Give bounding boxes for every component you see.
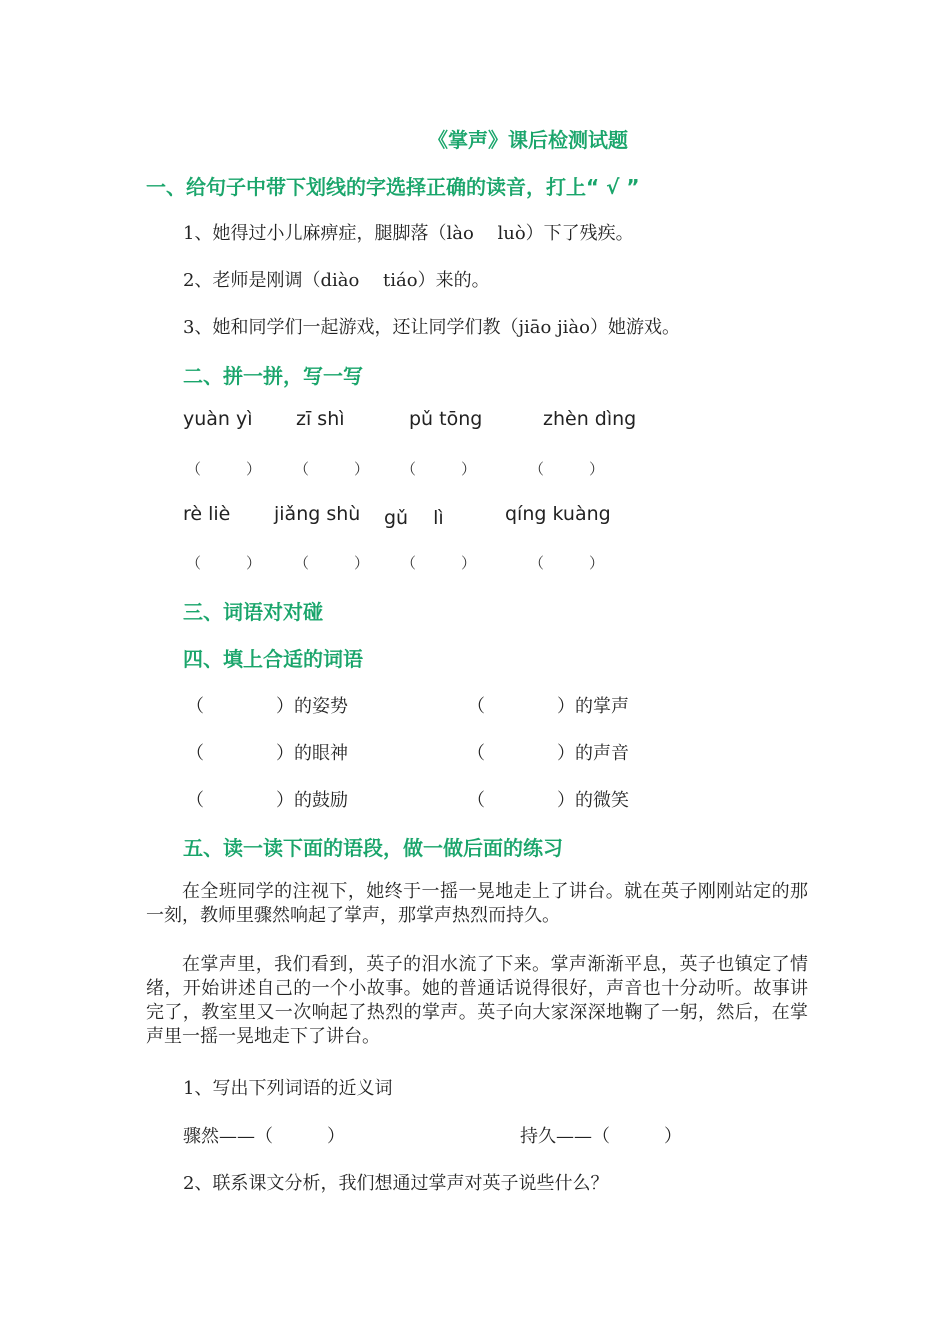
answer-blank: （ ） <box>186 554 262 572</box>
question-1: 1、写出下列词语的近义词 <box>183 1078 393 1099</box>
section3-heading: 三、词语对对碰 <box>183 600 323 624</box>
pinyin-word: yuàn yì <box>183 408 253 430</box>
section1-item: 2、老师是刚调（diào tiáo）来的。 <box>183 270 490 291</box>
question-2: 2、联系课文分析，我们想通过掌声对英子说些什么？ <box>183 1173 609 1194</box>
answer-blank: （ ） <box>186 460 262 478</box>
section5-heading: 五、读一读下面的语段，做一做后面的练习 <box>183 836 563 860</box>
fill-blank-phrase: （ ）的声音 <box>467 743 629 764</box>
section2-heading: 二、拼一拼，写一写 <box>183 364 363 388</box>
section1-item: 1、她得过小儿麻痹症，腿脚落（lào luò）下了残疾。 <box>183 223 634 244</box>
answer-blank: （ ） <box>529 554 605 572</box>
synonym-blank: 持久——（ ） <box>520 1126 682 1147</box>
pinyin-word: qíng kuàng <box>505 503 611 525</box>
reading-paragraph: 在掌声里，我们看到，英子的泪水流了下来。掌声渐渐平息，英子也镇定了情绪，开始讲述自己的一个小故事。她的普通话说得很好，声音也十分动听。故事讲完了，教室里又一次响起了热烈的掌声。英子向大家深深地鞠了一躬，然后，在掌声里一摇一晃地走下了讲台。 <box>146 954 808 1047</box>
section1-item: 3、她和同学们一起游戏，还让同学们教（jiāo jiào）她游戏。 <box>183 317 680 338</box>
pinyin-word: gǔ lì <box>384 507 444 529</box>
pinyin-word: jiǎng shù <box>274 503 361 525</box>
pinyin-word: rè liè <box>183 503 231 525</box>
fill-blank-phrase: （ ）的鼓励 <box>186 790 348 811</box>
fill-blank-phrase: （ ）的眼神 <box>186 743 348 764</box>
answer-blank: （ ） <box>294 460 370 478</box>
answer-blank: （ ） <box>401 460 477 478</box>
section1-heading: 一、给句子中带下划线的字选择正确的读音，打上“ √ ” <box>146 175 640 199</box>
answer-blank: （ ） <box>401 554 477 572</box>
pinyin-word: zhèn dìng <box>543 408 637 430</box>
section4-heading: 四、填上合适的词语 <box>183 647 363 671</box>
synonym-blank: 骤然——（ ） <box>183 1126 345 1147</box>
pinyin-word: zī shì <box>296 408 345 430</box>
fill-blank-phrase: （ ）的掌声 <box>467 696 629 717</box>
answer-blank: （ ） <box>294 554 370 572</box>
pinyin-word: pǔ tōng <box>409 408 483 430</box>
fill-blank-phrase: （ ）的姿势 <box>186 696 348 717</box>
answer-blank: （ ） <box>529 460 605 478</box>
fill-blank-phrase: （ ）的微笑 <box>467 790 629 811</box>
reading-paragraph: 在全班同学的注视下，她终于一摇一晃地走上了讲台。就在英子刚刚站定的那一刻，教师里骤然响起了掌声，那掌声热烈而持久。 <box>146 881 808 926</box>
page-title: 《掌声》课后检测试题 <box>428 128 628 152</box>
